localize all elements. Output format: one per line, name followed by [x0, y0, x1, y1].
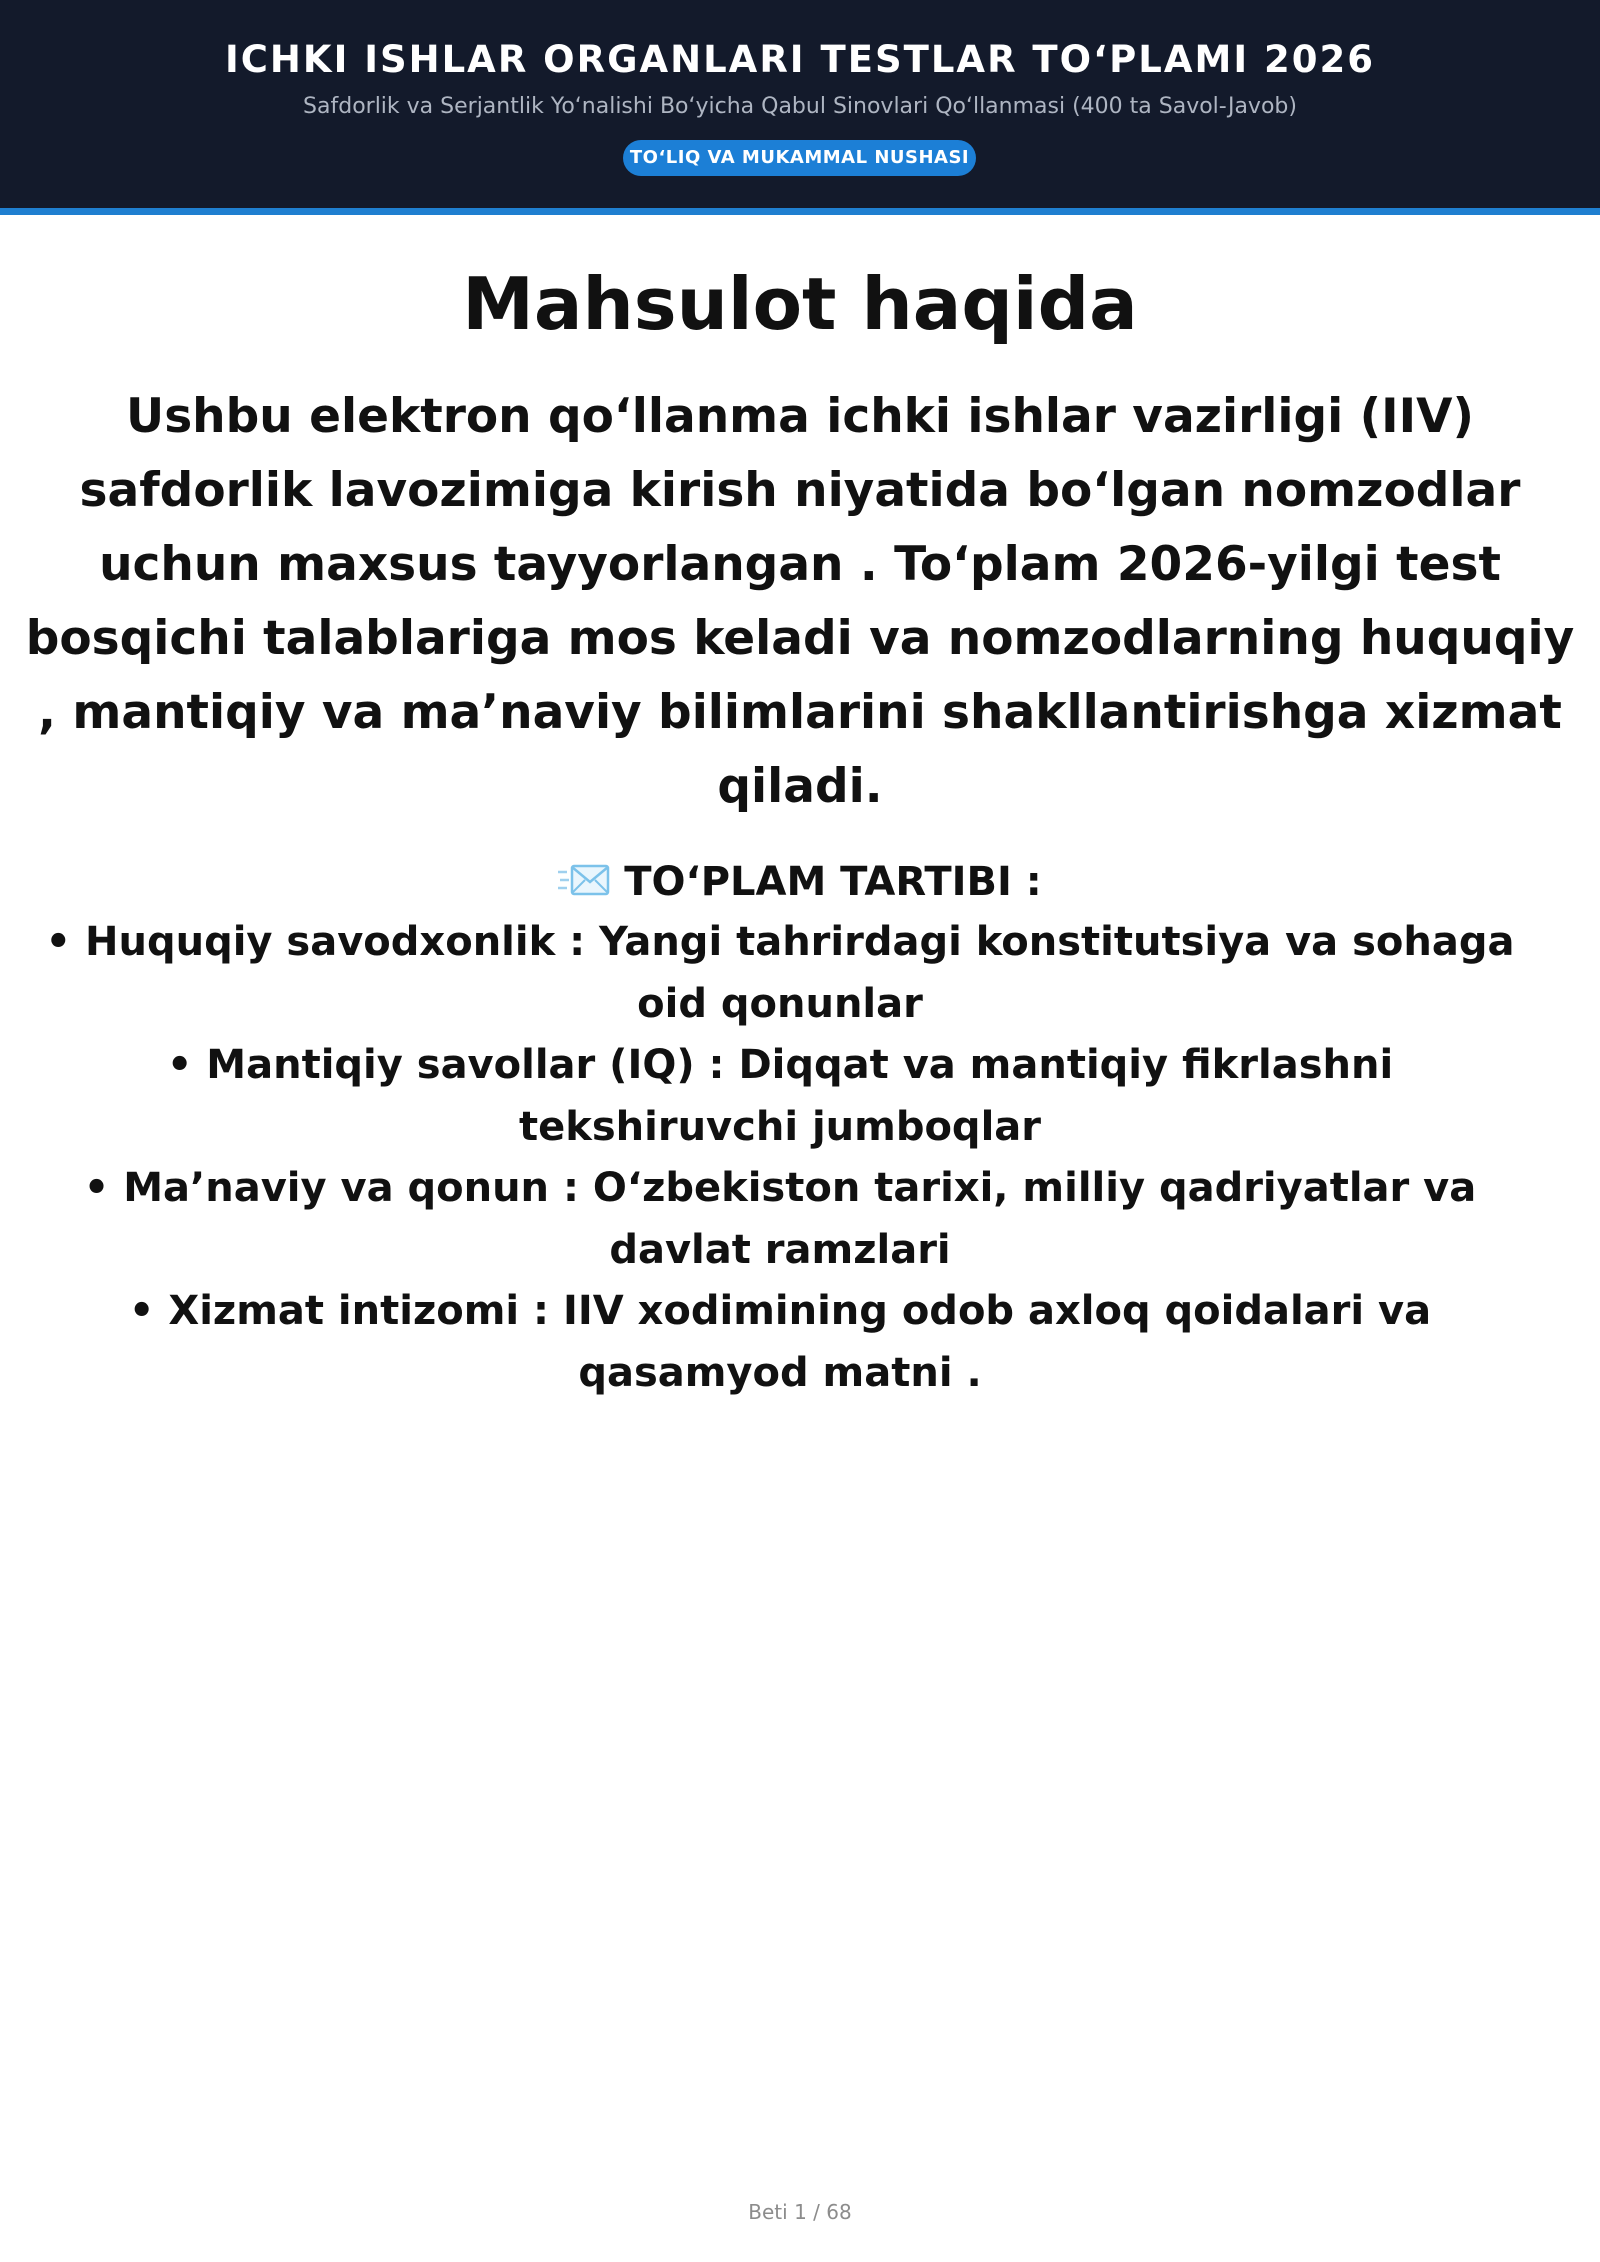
header-banner [0, 0, 1600, 208]
section-title-row [0, 852, 1600, 914]
page-number: Beti 1 / 68 [748, 2200, 852, 2224]
header-subtitle: Safdorlik va Serjantlik Yo‘nalishi Bo‘yicha Qabul Sinovlari Qo‘llanmasi (400 ta Savol-Javob) [303, 94, 1297, 119]
intro-paragraph: Ushbu elektron qo‘llanma ichki ishlar vazirligi (IIV) safdorlik lavozimiga kirish niyatida bo‘lgan nomzodlar uchun maxsus tayyorlangan . To‘plam 2026-yilgi test bosqichi talablariga mos keladi va nomzodlarning huquqiy , mantiqiy va ma’naviy bilimlarini shakllantirishga xizmat qiladi. [25, 389, 1575, 814]
envelope-icon [558, 854, 610, 914]
header-title: ICHKI ISHLAR ORGANLARI TESTLAR TO‘PLAMI 2026 [225, 38, 1375, 81]
header-accent-line [0, 208, 1600, 215]
list-item: • Mantiqiy savollar (IQ) : Diqqat va mantiqiy fikrlashni tekshiruvchi jumboqlar [166, 1042, 1394, 1150]
page-heading: Mahsulot haqida [462, 262, 1138, 346]
list-item: • Xizmat intizomi : IIV xodimining odob axloq qoidalari va qasamyod matni . [128, 1288, 1432, 1396]
section-title: TO‘PLAM TARTIBI : [624, 859, 1042, 905]
list-item: • Huquqiy savodxonlik : Yangi tahrirdagi konstitutsiya va sohaga oid qonunlar [45, 919, 1515, 1027]
list-item: • Ma’naviy va qonun : O‘zbekiston tarixi, milliy qadriyatlar va davlat ramzlari [83, 1165, 1477, 1273]
bullet-list [30, 912, 1530, 1404]
edition-badge: TO‘LIQ VA MUKAMMAL NUSHASI [623, 140, 976, 176]
